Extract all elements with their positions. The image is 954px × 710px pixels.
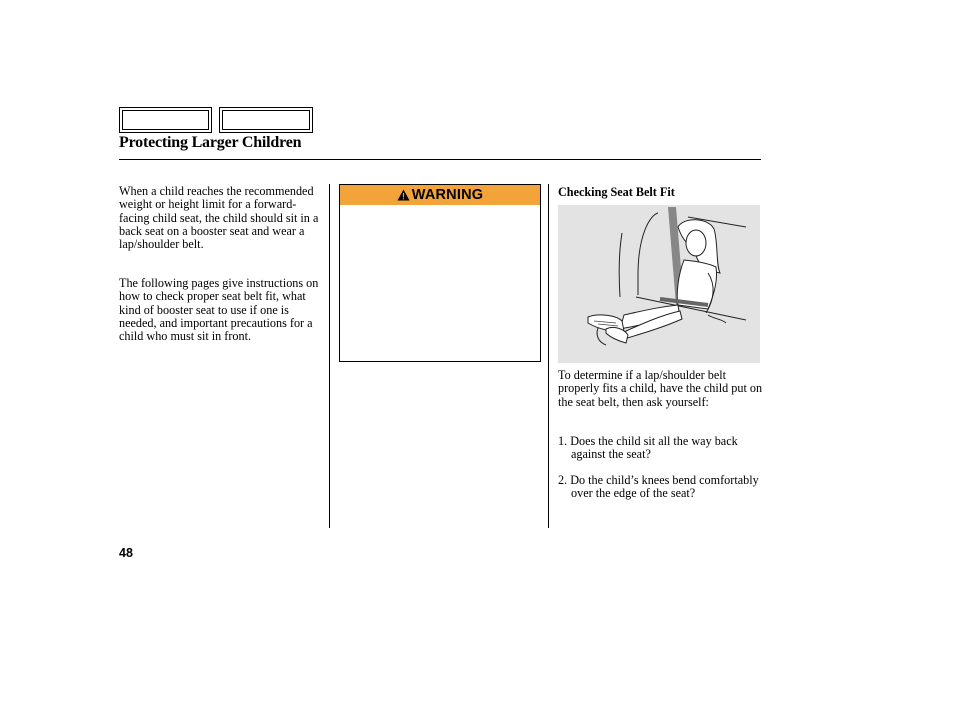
column-divider-2	[548, 184, 549, 528]
page-title: Protecting Larger Children	[119, 134, 302, 151]
checklist-item-2: 2. Do the child’s knees bend comfortably over the edge of the seat?	[558, 473, 759, 501]
intro-paragraph: When a child reaches the recommended weight or height limit for a forward-facing child seat, the child should sit in a back seat on a booster seat and wear a lap/shoulder belt.	[119, 184, 319, 252]
warning-triangle-icon	[397, 189, 410, 201]
belt-fit-intro: To determine if a lap/shoulder belt properly fits a child, have the child put on the seat belt, then ask yourself:	[558, 368, 763, 409]
page-number: 48	[119, 546, 133, 560]
warning-box	[339, 184, 541, 362]
warning-label: WARNING	[411, 187, 484, 203]
seat-belt-fit-illustration	[558, 205, 760, 363]
checklist-item-1: 1. Does the child sit all the way back against the seat?	[558, 434, 738, 462]
section-heading: Checking Seat Belt Fit	[558, 185, 675, 199]
column-divider-1	[329, 184, 330, 528]
nav-tab-box-2[interactable]	[219, 107, 313, 133]
nav-tab-box-1[interactable]	[119, 107, 212, 133]
title-divider	[119, 159, 761, 160]
instructions-paragraph: The following pages give instructions on how to check proper seat belt fit, what kind of booster seat to use if one is needed, and important precautions for a child who must sit in front.	[119, 276, 319, 344]
warning-header	[340, 185, 540, 205]
